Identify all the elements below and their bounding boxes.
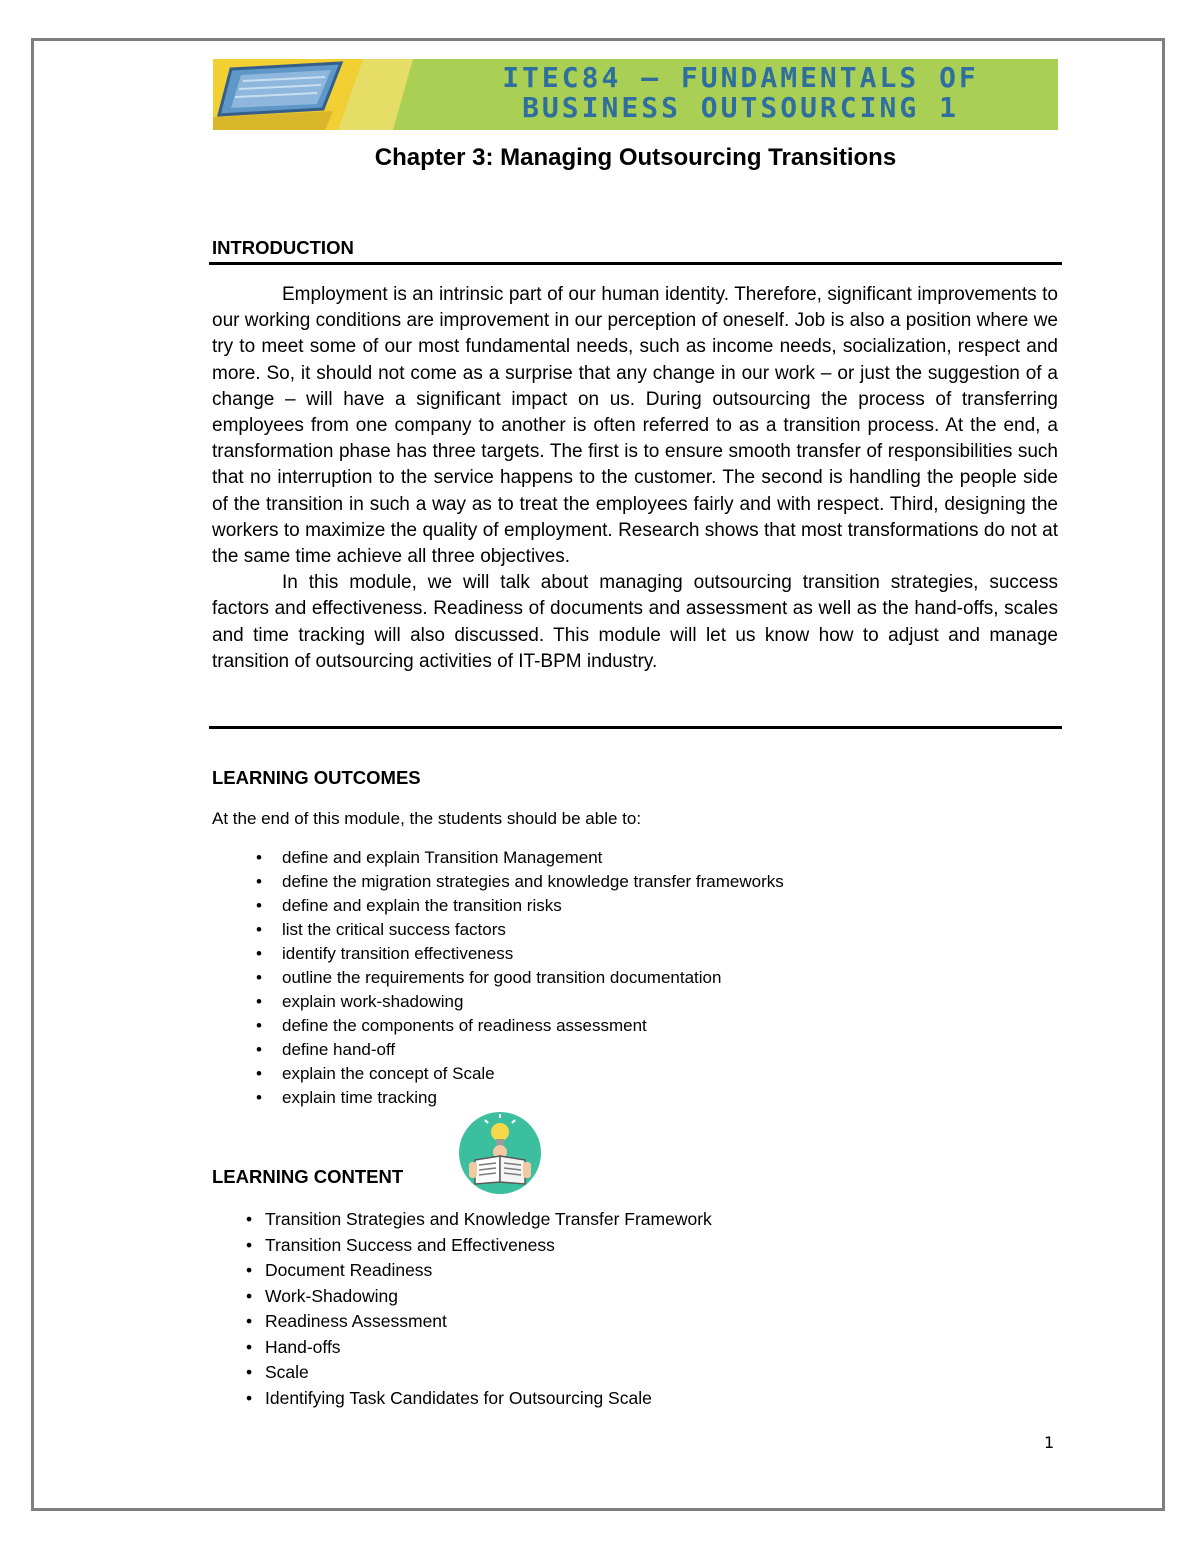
bullet: •	[246, 1311, 253, 1331]
learning-outcomes-lead: At the end of this module, the students should be able to:	[212, 809, 642, 828]
list-item	[212, 1038, 784, 1062]
list-item-text: Hand-offs	[265, 1336, 341, 1357]
list-item-text: explain the concept of Scale	[282, 1064, 495, 1083]
list-item	[212, 1207, 712, 1233]
list-item	[212, 1086, 784, 1110]
introduction-top-rule	[209, 262, 1062, 265]
list-item-text: Transition Success and Effectiveness	[265, 1234, 555, 1255]
learning-outcomes-heading: LEARNING OUTCOMES	[212, 767, 421, 788]
list-item	[212, 966, 784, 990]
list-item	[212, 1284, 712, 1310]
chapter-title: Chapter 3: Managing Outsourcing Transitions	[374, 144, 897, 171]
list-item-text: Readiness Assessment	[265, 1311, 447, 1331]
reading-lightbulb-icon	[459, 1112, 541, 1194]
bullet: •	[246, 1387, 253, 1408]
bullet: •	[256, 1040, 262, 1059]
list-item	[212, 894, 784, 918]
list-item-text: define and explain the transition risks	[282, 896, 562, 915]
bullet: •	[246, 1234, 253, 1255]
introduction-bottom-rule	[209, 726, 1062, 729]
list-item-text: Scale	[265, 1362, 309, 1382]
list-item	[212, 1309, 712, 1335]
list-item-text: list the critical success factors	[282, 920, 506, 939]
bullet: •	[246, 1336, 253, 1357]
list-item-text: define hand-off	[282, 1040, 396, 1059]
learning-content-heading: LEARNING CONTENT	[212, 1166, 404, 1187]
bullet: •	[246, 1260, 253, 1280]
banner-title-line-2: BUSINESS OUTSOURCING 1	[522, 91, 959, 124]
bullet: •	[246, 1362, 253, 1382]
bullet: •	[246, 1285, 253, 1306]
list-item	[212, 1258, 712, 1284]
introduction-body	[212, 282, 1058, 675]
bullet: •	[246, 1209, 253, 1229]
list-item	[212, 918, 784, 942]
bullet: •	[256, 944, 262, 963]
bullet: •	[256, 1088, 262, 1107]
list-item	[212, 1360, 712, 1386]
list-item-text: define and explain Transition Management	[282, 848, 603, 867]
list-item-text: define the migration strategies and knowledge transfer frameworks	[282, 872, 784, 891]
list-item-text: outline the requirements for good transition documentation	[282, 968, 722, 987]
introduction-paragraph-1: Employment is an intrinsic part of our human identity. Therefore, significant improvements to our working conditions are improvement in our perception of oneself. Job is also a position where we try to meet some of our most fundamental needs, such as income needs, socialization, respect and more. So, it should not come as a surprise that any change in our work – or just the suggestion of a change – will have a significant impact on us. During outsourcing the process of transferring employees from one company to another is often referred to as a transition process. At the end, a transformation phase has three targets. The first is to ensure smooth transfer of responsibilities such that no interruption to the service happens to the customer. The second is handling the people side of the transition in such a way as to treat the employees fairly and with respect. Third, designing the workers to maximize the quality of employment. Research shows that most transformations do not at the same time achieve all three objectives.	[212, 284, 1058, 568]
bullet: •	[256, 992, 262, 1011]
learning-outcomes-list	[212, 846, 784, 1110]
bullet: •	[256, 848, 262, 867]
list-item-text: Identifying Task Candidates for Outsourcing Scale	[265, 1387, 652, 1408]
list-item	[212, 1335, 712, 1361]
list-item-text: Document Readiness	[265, 1260, 433, 1280]
list-item	[212, 1014, 784, 1038]
list-item	[212, 942, 784, 966]
list-item-text: explain time tracking	[282, 1088, 437, 1107]
bullet: •	[256, 1016, 262, 1035]
list-item-text: explain work-shadowing	[282, 992, 464, 1011]
list-item-text: Transition Strategies and Knowledge Transfer Framework	[265, 1209, 712, 1229]
list-item	[212, 1062, 784, 1086]
banner-title-line-1: ITEC84 – FUNDAMENTALS OF	[502, 61, 979, 94]
list-item	[212, 846, 784, 870]
list-item	[212, 1386, 712, 1412]
list-item-text: Work-Shadowing	[265, 1285, 398, 1306]
bullet: •	[256, 872, 262, 891]
bullet: •	[256, 920, 262, 939]
banner-title	[428, 63, 1053, 123]
course-banner	[213, 59, 1058, 130]
list-item	[212, 1233, 712, 1259]
list-item	[212, 870, 784, 894]
introduction-paragraph-2: In this module, we will talk about managing outsourcing transition strategies, success factors and effectiveness. Readiness of documents and assessment as well as the hand-offs, scales and time tracking will also discussed. This module will let us know how to adjust and manage transition of outsourcing activities of IT-BPM industry.	[212, 572, 1058, 672]
bullet: •	[256, 968, 262, 987]
page-number: 1	[1044, 1433, 1055, 1452]
list-item-text: define the components of readiness assessment	[282, 1016, 647, 1035]
list-item	[212, 990, 784, 1014]
introduction-heading: INTRODUCTION	[212, 237, 354, 258]
list-item-text: identify transition effectiveness	[282, 944, 514, 963]
bullet: •	[256, 1064, 262, 1083]
bullet: •	[256, 896, 262, 915]
learning-content-list	[212, 1207, 712, 1411]
